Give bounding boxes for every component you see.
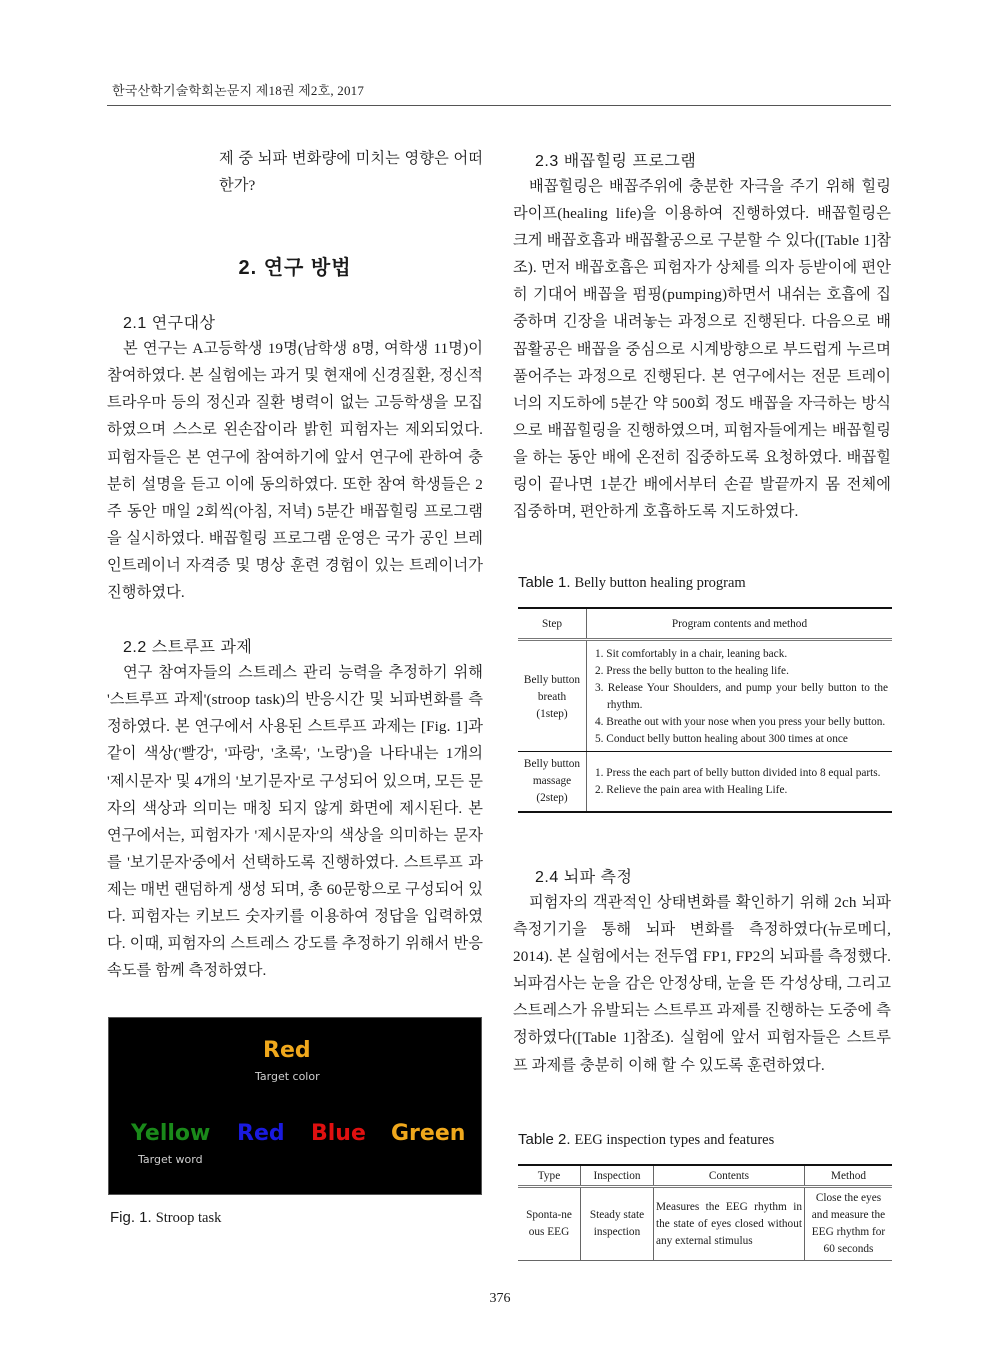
table-1-header-contents: Program contents and method [587, 608, 893, 640]
table-2-header-contents: Contents [654, 1165, 805, 1187]
belly-button-healing-table [518, 607, 892, 813]
page-number: 376 [489, 1291, 511, 1306]
table-row [518, 1187, 892, 1261]
target-word-label: Target word [138, 1153, 203, 1166]
figure-1-caption [110, 1209, 221, 1227]
stroop-task-figure [108, 1017, 482, 1195]
header-divider [107, 105, 891, 106]
table-1-contents-cell [587, 640, 893, 752]
right-column-lower [513, 864, 891, 1079]
option-word-2: Red [237, 1121, 285, 1146]
table-2-caption [518, 1131, 774, 1149]
table-1-caption [518, 574, 746, 592]
table-2-header-method: Method [805, 1165, 893, 1187]
table-2-method-cell: Close the eyes and measure the EEG rhythm for 60 seconds [805, 1187, 893, 1261]
option-word-3: Blue [311, 1121, 366, 1146]
list-item: 4. Breathe out with your nose when you press your belly button. [595, 716, 886, 728]
subsection-title-2-2: 2.2 스트루프 과제 [123, 639, 253, 657]
option-word-4: Green [391, 1121, 466, 1146]
list-item: 1. Press the each part of belly button divided into 8 equal parts. [595, 766, 881, 779]
list-item: 5. Conduct belly button healing about 300 times at once [595, 733, 848, 745]
table-1-caption-text: Belly button healing program [574, 575, 746, 591]
option-word-1: Yellow [131, 1121, 211, 1146]
table-2-label: Table 2. [518, 1131, 571, 1148]
table-1-step-cell: Belly button breath (1step) [518, 640, 587, 752]
table-2-header-type: Type [518, 1165, 581, 1187]
table-2-caption-text: EEG inspection types and features [574, 1132, 775, 1148]
table-2-type-cell: Sponta-ne ous EEG [518, 1187, 581, 1261]
eeg-inspection-table [518, 1164, 892, 1261]
table-row [518, 640, 892, 752]
subsection-body-2-3: 배꼽힐링은 배꼽주위에 충분한 자극을 주기 위해 힐링 라이프(healing life)을 이용하여 진행하였다. 배꼽힐링은 크게 배꼽호흡과 배꼽활공으로 구분할 수 있다([Table 1]참조). 먼저 배꼽호흡은 피험자가 상체를 의자 등받이에 편안히 기대어 배꼽을 펌핑(pumping)하면서 내쉬는 호흡에 집중하며 긴장을 내려놓는 과정으로 진행된다. 다음으로 배꼽활공은 배꼽을 중심으로 시계방향으로 부드럽게 누르며 풀어주는 과정으로 진행된다. 본 연구에서는 전문 트레이너의 지도하에 5분간 약 500회 정도 배꼽을 자극하는 방식으로 배꼽힐링을 진행하였으며, 피험자들에게는 배꼽힐링을 하는 동안 배에 온전히 집중하도록 요청하였다. 배꼽힐링이 끝나면 1분간 배에서부터 손끝 발끝까지 몸 전체에 집중하며, 편안하게 호흡하도록 지도하였다. [513, 178, 891, 521]
subsection-body-2-2: 연구 참여자들의 스트레스 관리 능력을 추정하기 위해 '스트루프 과제'(stroop task)의 반응시간 및 뇌파변화를 측정하였다. 본 연구에서 사용된 스트루프 과제는 [Fig. 1]과 같이 색상('빨강', '파랑', '초록', '노랑')을 나타내는 1개의 '제시문자' 및 4개의 '보기문자'로 구성되어 있으며, 모든 문자의 색상과 의미는 매칭 되지 않게 화면에 제시된다. 본 연구에서는, 피험자가 '제시문자'의 색상을 의미하는 문자를 '보기문자'중에서 선택하도록 진행하였다. 스트루프 과제는 매번 랜덤하게 생성 되며, 총 60문항으로 구성되어 있다. 피험자는 키보드 숫자키를 이용하여 정답을 입력하였다. 이때, 피험자의 스트레스 강도를 추정하기 위해서 반응속도를 함께 측정하였다. [107, 664, 483, 980]
list-item: 2. Relieve the pain area with Healing Life. [595, 783, 788, 796]
running-header: 한국산학기술학회논문지 제18권 제2호, 2017 [112, 83, 365, 98]
left-column [107, 140, 483, 984]
table-1-label: Table 1. [518, 574, 571, 591]
research-question-continuation: 제 중 뇌파 변화량에 미치는 영향은 어떠한가? [219, 150, 483, 195]
figure-1-label: Fig. 1. [110, 1209, 152, 1226]
right-column [513, 140, 891, 525]
list-item: 2. Press the belly button to the healing life. [595, 665, 789, 677]
table-2-header-inspection: Inspection [581, 1165, 654, 1187]
subsection-body-2-4: 피험자의 객관적인 상태변화를 확인하기 위해 2ch 뇌파측정기기을 통해 뇌파 변화를 측정하였다(뉴로메디, 2014). 본 실험에서는 전두엽 FP1, FP2의 뇌파를 측정했다. 뇌파검사는 눈을 감은 안정상태, 눈을 뜬 각성상태, 그리고 스트레스가 유발되는 스트루프 과제를 진행하는 도중에 측정하였다([Table 1]참조). 실험에 앞서 피험자들은 스트루프 과제를 충분히 이해 할 수 있도록 훈련하였다. [513, 894, 891, 1074]
table-1-step-cell: Belly button massage (2step) [518, 752, 587, 813]
list-item: 1. Sit comfortably in a chair, leaning back. [595, 648, 788, 660]
table-2-inspection-cell: Steady state inspection [581, 1187, 654, 1261]
table-1-header-step: Step [518, 608, 587, 640]
table-row [518, 752, 892, 813]
subsection-body-2-1: 본 연구는 A고등학생 19명(남학생 8명, 여학생 11명)이 참여하였다. 본 실험에는 과거 및 현재에 신경질환, 정신적 트라우마 등의 정신과 질환 병력이 없는 고등학생을 모집하였으며 스스로 왼손잡이라 밝힌 피험자는 제외되었다. 피험자들은 본 연구에 참여하기에 앞서 연구에 관하여 충분히 설명을 듣고 이에 동의하였다. 또한 참여 학생들은 2주 동안 매일 2회씩(아침, 저녁) 5분간 배꼽힐링 프로그램을 실시하였다. 배꼽힐링 프로그램 운영은 국가 공인 브레인트레이너 자격증 및 명상 훈련 경험이 있는 트레이너가 진행하였다. [107, 340, 483, 602]
list-item: 3. Release Your Shoulders, and pump your belly button to the rhythm. [595, 682, 888, 711]
subsection-title-2-4: 2.4 뇌파 측정 [535, 869, 633, 886]
target-color-label: Target color [255, 1070, 320, 1083]
section-title: 2. 연구 방법 [238, 257, 352, 280]
table-2-contents-cell: Measures the EEG rhythm in the state of eyes closed without any external stimulus [654, 1187, 805, 1261]
table-1-contents-cell [587, 752, 893, 813]
subsection-title-2-3: 2.3 배꼽힐링 프로그램 [535, 153, 697, 170]
figure-1-caption-text: Stroop task [155, 1210, 222, 1226]
subsection-title-2-1: 2.1 연구대상 [123, 315, 216, 333]
target-color-word: Red [263, 1038, 311, 1063]
